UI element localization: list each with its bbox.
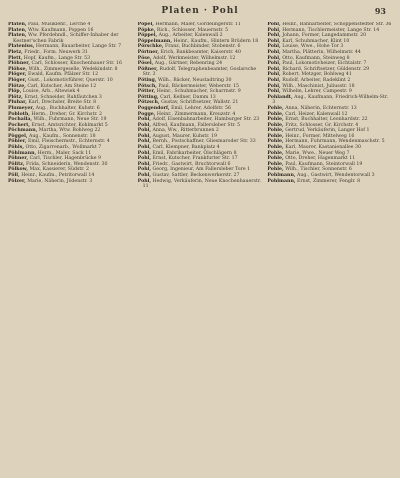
entry-details: Gustav, Schriftsetzer, Wallstr. 21: [161, 100, 239, 106]
directory-columns: [8, 22, 392, 470]
entry-name: Pötter,: [137, 89, 156, 95]
entry-name: Plöhner,: [8, 61, 30, 67]
entry-details: Aug., Buchhalter, Kuhstr. 6: [35, 105, 100, 111]
entry-details: Rudolf, Arbeiter, Radeklint 2: [282, 77, 351, 83]
entry-details: Carl, Tischler, Hagenbrücke 9: [29, 156, 101, 162]
entry-details: Martha, Wtw. Bohlweg 22: [38, 128, 101, 134]
entry-name: Pötsch,: [137, 83, 157, 89]
entry-details: Hopf, Kaufm., Lange Str. 53: [23, 55, 91, 61]
entry-name: Pohle,: [267, 167, 284, 173]
entry-name: Plöger,: [8, 77, 27, 83]
entry-details: Georg, Ingenieur, Am Fallersleber Tore 1: [152, 167, 251, 173]
entry-name: Platen,: [8, 27, 27, 33]
page-number: 93: [374, 6, 386, 16]
entry-details: Wilhelm, Lehrer, Campestr. 9: [282, 89, 352, 95]
entry-name: Pöchmann,: [8, 128, 38, 134]
entry-name: Pöll,: [8, 173, 20, 179]
entry-name: Platenius,: [8, 44, 35, 50]
entry-name: Pohle,: [267, 105, 284, 111]
entry-details: Aug., Arbeiter, Kalenwall 2: [158, 33, 223, 39]
entry-details: Heinr., Schuhmacher, Scharrnstr. 9: [156, 89, 241, 95]
directory-entry: [138, 67, 263, 78]
entry-details: Anna, Ww., Ritterbrunnen 2: [152, 128, 219, 134]
entry-details: August, Maurer, Kuhstr. 19: [152, 133, 217, 139]
entry-name: Plöp,: [8, 89, 22, 95]
entry-details: Otto, Dreher, Hagenmarkt 11: [285, 156, 356, 162]
entry-details: Karl, Maurer, Kastanienallee 30: [285, 145, 362, 151]
directory-entry: [138, 179, 263, 190]
entry-name: Pohl,: [137, 122, 152, 128]
entry-name: Pöppel,: [137, 33, 158, 39]
entry-name: Pöppelmann,: [137, 38, 172, 44]
entry-details: Otto, Zigarrenarb., Wollmarkt 7: [25, 145, 102, 151]
running-header-title: Platen · Pohl: [161, 6, 239, 16]
entry-details: Paul, Musiklehr., Lerche 4: [28, 22, 91, 27]
entry-name: Pohl,: [137, 178, 152, 184]
entry-name: Pochalla,: [8, 117, 33, 123]
entry-name: Pohle,: [267, 128, 284, 134]
entry-details: Marie, Wwe., Neuer Weg 7: [285, 150, 350, 156]
entry-details: Herm., Dreher, Gr. Kirchstr. 2: [31, 111, 103, 117]
entry-name: Poggendorf,: [137, 105, 170, 111]
entry-name: Pöse,: [137, 55, 152, 61]
entry-name: Pöpel,: [137, 22, 154, 27]
entry-details: Hedwig, Verkäuferin, Neue Knochenhauerstr. 11: [142, 178, 262, 190]
entry-details: Gust., Lokomotivführer, Querstr. 10: [27, 77, 113, 83]
entry-name: Pohl,: [267, 55, 281, 61]
entry-name: Pohl,: [137, 173, 152, 179]
entry-name: Pöggel,: [8, 133, 28, 139]
entry-details: Ernst, Schneider, Ruhfäutchen 3: [24, 94, 102, 100]
entry-details: Max, Kassierer, Südstr. 2: [29, 167, 89, 173]
entry-name: Pohl,: [137, 156, 152, 162]
directory-entry: [267, 179, 392, 185]
entry-name: Platen,: [8, 22, 27, 27]
entry-details: Ernst, Zimmerer, Fenglr. 8: [297, 178, 361, 184]
entry-details: Rich., Schlosser, Mauernstr. 5: [156, 27, 229, 33]
entry-details: Marie, Näherin, Jödenstr. 3: [27, 178, 93, 184]
entry-details: Bernh., Postschaffner, Gliesmaroder Str. 33: [152, 139, 256, 145]
entry-name: Pohl,: [137, 133, 152, 139]
entry-details: Johann, Former, Langedammstr. 20: [282, 33, 367, 39]
entry-details: Emil, Lehrer, Adolfstr. 56: [171, 105, 231, 111]
entry-name: Pohl,: [267, 38, 281, 44]
page-header: [0, 6, 400, 20]
entry-details: Aug., Kaufmann, Friedrich-Wilhelm-Str. 3: [272, 94, 389, 106]
entry-name: Pohlmann,: [267, 178, 296, 184]
entry-details: Aug., Kaufm., Sonnenstr. 18: [28, 133, 96, 139]
entry-details: Wilh., Bäcker, Neustadtring 30: [157, 77, 232, 83]
entry-name: Pohl,: [267, 72, 281, 78]
entry-name: Pletz,: [8, 49, 23, 55]
entry-details: Paul, Kaufmann, Steintorwall 19: [285, 161, 363, 167]
entry-name: Pölkow,: [8, 167, 28, 173]
entry-details: Wilh., Fuhrmann, Neue Str. 19: [33, 117, 107, 123]
column-left: [8, 22, 133, 470]
entry-details: Friedr., Gastwirt, Bruchtorwall 6: [152, 161, 231, 167]
entry-details: Ernst, Buchhalter, Leonhardstr. 22: [285, 117, 368, 123]
entry-details: Heinr., Kaufm., Petritorwall 14: [21, 173, 95, 179]
entry-name: Pöhlmann,: [8, 150, 37, 156]
entry-details: Ernst, Kutscher, Frankfurter Str. 17: [152, 156, 238, 162]
entry-name: Pölzer,: [8, 178, 26, 184]
entry-details: Emil, Fabrikarbeiter, Ölschlägern 8: [152, 150, 237, 156]
entry-name: Pötting,: [137, 94, 159, 100]
entry-name: Plett,: [8, 55, 23, 61]
directory-entry: [267, 95, 392, 106]
entry-name: Pohl,: [137, 139, 152, 145]
entry-details: Robert, Metzger, Bohlweg 41: [282, 72, 352, 78]
entry-details: Carl, Schlosser, Knochenhauer Str. 16: [31, 61, 122, 67]
entry-details: Erich, Bankbeamter, Kaiserstr. 40: [160, 49, 241, 55]
entry-details: Hermann, Fuhrmann, Wendenmaschstr. 5: [285, 139, 385, 145]
entry-name: Pörschke,: [137, 44, 164, 50]
entry-name: Pörtner,: [137, 49, 159, 55]
entry-details: Gertrud, Verkäuferin, Langer Hof 1: [285, 128, 370, 134]
entry-name: Pöting,: [137, 77, 157, 83]
entry-name: Pöhls,: [8, 145, 24, 151]
entry-name: Pohl,: [267, 89, 281, 95]
entry-name: Plötz,: [8, 94, 23, 100]
entry-details: Heinr., Former, Mittelweg 16: [285, 133, 355, 139]
entry-details: Hermann, Tischlermeister, Lange Str. 14: [282, 27, 380, 33]
column-right: [267, 22, 392, 470]
entry-details: Louise, Arb., Altewiek 4: [22, 89, 80, 95]
entry-name: Pluhar,: [8, 100, 27, 106]
directory-entry: [8, 179, 133, 185]
entry-details: Heinr., Kaufm., Hintern Brüdern 18: [173, 38, 259, 44]
entry-name: Pohle,: [267, 139, 284, 145]
entry-name: Pohl,: [267, 61, 281, 67]
entry-details: Carl, Klempner, Bankplatz 4: [152, 145, 220, 151]
entry-name: Pohl,: [267, 83, 281, 89]
entry-details: Alfred, Kaufmann, Fallersleber Str. 5: [152, 122, 241, 128]
entry-details: Paul, Bäckermeister, Weberstr. 15: [158, 83, 240, 89]
entry-name: Plöger,: [8, 72, 27, 78]
entry-name: Pohlmann,: [267, 173, 296, 179]
entry-name: Pößner,: [137, 66, 158, 72]
entry-name: Pohl,: [267, 66, 281, 72]
entry-details: Ww. Pferdehndl., Schiffer-Inhaber der Kestner'schen Fabrik: [13, 33, 119, 44]
entry-name: Pohl,: [137, 150, 152, 156]
directory-entry: [8, 33, 133, 44]
entry-name: Pohl,: [137, 145, 152, 151]
entry-name: Pöhner,: [8, 156, 29, 162]
entry-name: Pohl,: [267, 22, 281, 27]
entry-details: Richard, Schriftsetzer, Güldenstr. 29: [282, 66, 370, 72]
entry-details: Anna, Näherin, Echternstr. 13: [285, 105, 357, 111]
entry-name: Pohl,: [267, 49, 281, 55]
entry-details: Rudolf, Telegraphenbeamter, Goslarsche Str. 3: [142, 66, 257, 78]
entry-details: Paul, Lokomotivheizer, Eichtalstr. 7: [282, 61, 367, 67]
entry-details: Carl, Kutscher, Am Steine 12: [27, 83, 97, 89]
entry-details: Otto, Kaufmann, Steinweg 8: [282, 55, 350, 61]
column-middle: [138, 22, 263, 470]
entry-details: Ewald, Kaufm. Pfälzer Str. 12: [27, 72, 99, 78]
entry-name: Platen,: [8, 33, 27, 39]
entry-details: Friedr., Form. Neuwerk 31: [24, 49, 88, 55]
entry-name: Pohle,: [267, 133, 284, 139]
entry-name: Pohle,: [267, 150, 284, 156]
entry-name: Pohl,: [137, 167, 152, 173]
entry-details: Adolf, Werkmeister, Wilhelmstr. 12: [152, 55, 236, 61]
entry-name: Pohl,: [267, 33, 281, 39]
entry-name: Pohle,: [267, 122, 284, 128]
entry-details: Gustav, Sattler, Beckenwerkerstr. 27: [152, 173, 240, 179]
entry-name: Pohle,: [267, 156, 284, 162]
entry-name: Pohle,: [267, 111, 284, 117]
entry-details: Frida, Schneiderin, Wendenstr. 30: [26, 161, 108, 167]
entry-details: Wilh., Tischler, Sonnenstr. 6: [285, 167, 352, 173]
entry-name: Pohl,: [267, 44, 281, 50]
entry-name: Pohle,: [267, 161, 284, 167]
entry-details: Fritz, Schlosser, Gr. Kirchstr. 4: [285, 122, 359, 128]
entry-name: Pösel,: [137, 61, 154, 67]
entry-name: Pohle,: [267, 145, 284, 151]
entry-details: Adolf, Eisenbahnarbeiter, Hamburger Str. 23: [152, 117, 260, 123]
entry-details: Herm., Maler, Sack 11: [37, 150, 92, 156]
entry-name: Pohle,: [267, 117, 284, 123]
entry-name: Pohl,: [267, 77, 281, 83]
entry-name: Pohl,: [137, 117, 152, 123]
entry-name: Pöhler,: [8, 139, 27, 145]
entry-name: Pölitz,: [8, 161, 25, 167]
entry-details: Emil, Fleischermstr., Echternstr. 4: [27, 139, 110, 145]
entry-details: Martha, Plätterin, Wilhelmstr. 44: [282, 49, 361, 55]
entry-name: Plumeyer,: [8, 105, 35, 111]
entry-details: Wilh., Maschinist, Juliusstr. 18: [282, 83, 355, 89]
entry-name: Pohl,: [137, 161, 152, 167]
entry-details: Karl, Drechsler, Breite Str. 8: [28, 100, 97, 106]
entry-details: Louise, Wwe., Hohe Tor 3: [282, 44, 344, 50]
entry-details: Hermann, Bauarbeiter, Lange Str. 7: [35, 44, 122, 50]
entry-name: Pogge,: [137, 111, 156, 117]
entry-details: Wtw. Kaufmann, Poppen 16: [28, 27, 94, 33]
entry-name: Pohl,: [267, 27, 281, 33]
entry-name: Pobloth,: [8, 111, 30, 117]
entry-name: Plöhse,: [8, 66, 28, 72]
entry-details: Hermann, Maler, Gördelingerstr. 11: [155, 22, 241, 27]
entry-details: Franz, Buchbinder, Stobenstr. 6: [164, 44, 241, 50]
entry-name: Pochert,: [8, 122, 31, 128]
entry-name: Pöpke,: [137, 27, 156, 33]
entry-details: Ernst, Amtsrichter, Kohlmarkt 5: [31, 122, 108, 128]
entry-details: Carl, Kellner, Damm 13: [160, 94, 216, 100]
entry-name: Pötzsch,: [137, 100, 160, 106]
entry-details: Aug., Gastwirt, Wendentorwall 3: [297, 173, 375, 179]
entry-details: Heinr., Bahnarbeiter, Schöppenstedter Str. 36: [282, 22, 392, 27]
entry-name: Plötze,: [8, 83, 26, 89]
entry-details: Aug., Gärtner, Rebenring 24: [154, 61, 223, 67]
entry-details: Wilh., Zimmergeselle, Wedekindstr. 8: [28, 66, 118, 72]
entry-name: Pohlandt,: [267, 94, 293, 100]
entry-details: Carl, Heizer, Kalenwall 12: [285, 111, 348, 117]
entry-name: Pohl,: [137, 128, 152, 134]
entry-details: Heinr., Zimmermann, Kreuzstr. 4: [156, 111, 236, 117]
entry-details: Karl, Schuhmacher, Klint 10: [282, 38, 350, 44]
